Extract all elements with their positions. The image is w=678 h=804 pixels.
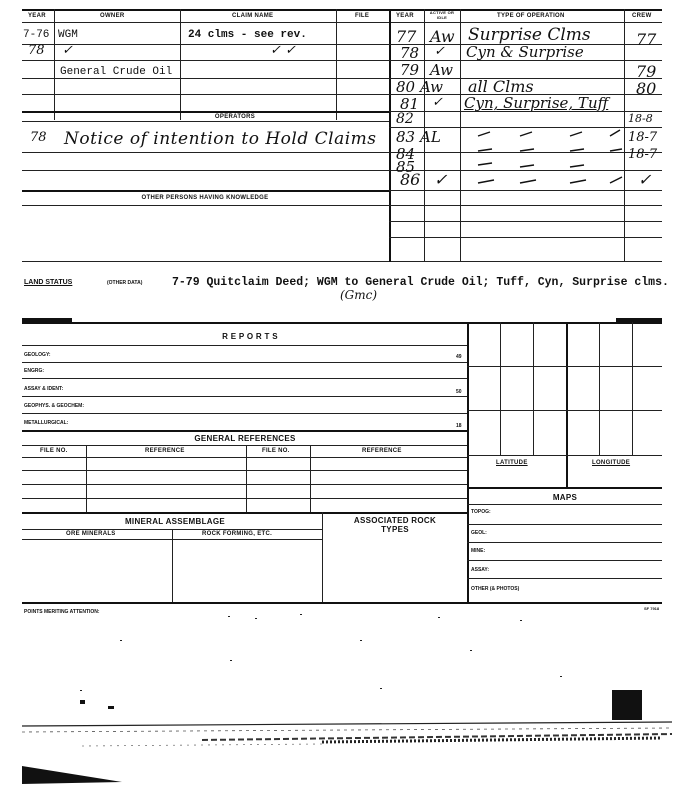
- activity-year-80: 80: [396, 78, 416, 96]
- header-claim-name: CLAIM NAME: [232, 13, 274, 19]
- report-engrg: ENGRG:: [24, 368, 44, 374]
- header-year: YEAR: [28, 13, 46, 19]
- header-active-idle: ACTIVE OR IDLE: [429, 10, 455, 20]
- activity-year-82: 82: [396, 111, 414, 127]
- gr-header-file-2: FILE NO.: [262, 448, 290, 454]
- header-crew: CREW: [632, 13, 652, 19]
- report-geology-num: 49: [456, 354, 462, 360]
- gr-header-ref-2: REFERENCE: [362, 448, 402, 454]
- scan-noise-band: [22, 718, 672, 758]
- scan-dot-2: [108, 706, 114, 709]
- activity-crew-86: ✓: [638, 170, 652, 189]
- activity-active-77: Aw: [430, 27, 455, 46]
- general-references-title: GENERAL REFERENCES: [194, 434, 296, 443]
- map-assay: ASSAY:: [471, 567, 490, 573]
- others-header: OTHER PERSONS HAVING KNOWLEDGE: [141, 195, 269, 201]
- operator-row-text: Notice of intention to Hold Claims: [64, 129, 377, 149]
- activity-crew-82: 18-8: [628, 112, 653, 125]
- map-topog: TOPOG:: [471, 509, 491, 515]
- report-geophys: GEOPHYS. & GEOCHEM:: [24, 403, 85, 409]
- activity-year-86: 86: [400, 170, 421, 189]
- points-meriting-attention: POINTS MERITING ATTENTION:: [24, 609, 100, 615]
- activity-active-79: Aw: [430, 61, 453, 79]
- owner-row-1-claim: 24 clms - see rev.: [188, 29, 307, 41]
- land-status-text: 7-79 Quitclaim Deed; WGM to General Crude Oil; Tuff, Cyn, Surprise clms.: [172, 276, 669, 289]
- activity-year-77: 77: [396, 27, 417, 46]
- activity-crew-83: 18-7: [628, 130, 658, 145]
- report-assay-num: 50: [456, 389, 462, 395]
- scan-blot: [612, 690, 642, 720]
- activity-year-78: 78: [400, 44, 420, 62]
- owner-row-2-claim: ✓ ✓: [270, 43, 296, 58]
- mineral-assemblage-title: MINERAL ASSEMBLAGE: [124, 517, 226, 526]
- latitude-label: LATITUDE: [496, 460, 528, 466]
- operators-header: OPERATORS: [214, 114, 256, 120]
- operator-row-year: 78: [30, 130, 47, 145]
- activity-op-81: Cyn, Surprise, Tuff: [464, 94, 609, 112]
- report-assay: ASSAY & IDENT:: [24, 386, 64, 392]
- activity-year-84: 84: [396, 145, 416, 163]
- activity-year-81: 81: [400, 95, 420, 113]
- owner-row-1-year: 7-76: [23, 29, 50, 41]
- map-other: OTHER (& PHOTOS): [471, 586, 520, 592]
- activity-year-79: 79: [400, 61, 420, 79]
- activity-year-83: 83: [396, 128, 416, 146]
- land-status-note: (Gmc): [340, 288, 378, 302]
- ore-minerals-header: ORE MINERALS: [66, 531, 116, 537]
- activity-active-83: AL: [420, 128, 441, 146]
- header-type-of-operation: TYPE OF OPERATION: [497, 13, 565, 19]
- activity-year-85: 85: [396, 158, 416, 176]
- activity-active-86: ✓: [434, 170, 448, 189]
- activity-op-78: Cyn & Surprise: [466, 43, 584, 61]
- header-file: FILE: [355, 13, 370, 19]
- activity-active-80: Aw: [420, 78, 443, 96]
- scan-dot: [80, 700, 85, 704]
- repeat-marks: [460, 111, 630, 191]
- activity-crew-79: 79: [636, 62, 657, 81]
- land-status-label: LAND STATUS: [24, 279, 73, 286]
- gr-header-ref-1: REFERENCE: [145, 448, 185, 454]
- owner-row-3-owner: General Crude Oil: [60, 66, 173, 78]
- activity-crew-77: 77: [636, 30, 657, 49]
- gr-header-file-1: FILE NO.: [40, 448, 68, 454]
- rock-forming-header: ROCK FORMING, ETC.: [202, 531, 273, 537]
- activity-active-78: ✓: [434, 44, 445, 59]
- owner-row-1-owner: WGM: [58, 29, 78, 41]
- header-owner: OWNER: [100, 13, 125, 19]
- longitude-label: LONGITUDE: [592, 460, 631, 466]
- activity-op-80: all Clms: [468, 77, 534, 96]
- land-status-sublabel: (OTHER DATA): [107, 280, 143, 286]
- map-mine: MINE:: [471, 548, 486, 554]
- report-geology: GEOLOGY:: [24, 352, 51, 358]
- maps-title: MAPS: [552, 493, 578, 502]
- scan-wedge: [22, 762, 142, 792]
- reports-title: R E P O R T S: [222, 332, 278, 341]
- activity-crew-80: 80: [636, 79, 657, 98]
- activity-op-77: Surprise Clms: [468, 25, 591, 45]
- map-geol: GEOL:: [471, 530, 487, 536]
- owner-row-2-owner: ✓: [62, 43, 73, 58]
- form-number: SF 7918: [644, 606, 660, 611]
- activity-crew-84: 18-7: [628, 147, 658, 162]
- associated-rock-types: ASSOCIATED ROCK TYPES: [353, 516, 437, 534]
- header-year-2: YEAR: [396, 13, 414, 19]
- report-metallurgical: METALLURGICAL:: [24, 420, 69, 426]
- owner-row-2-year: 78: [28, 43, 45, 58]
- report-metallurgical-num: 18: [456, 423, 462, 429]
- activity-active-81: ✓: [432, 95, 443, 110]
